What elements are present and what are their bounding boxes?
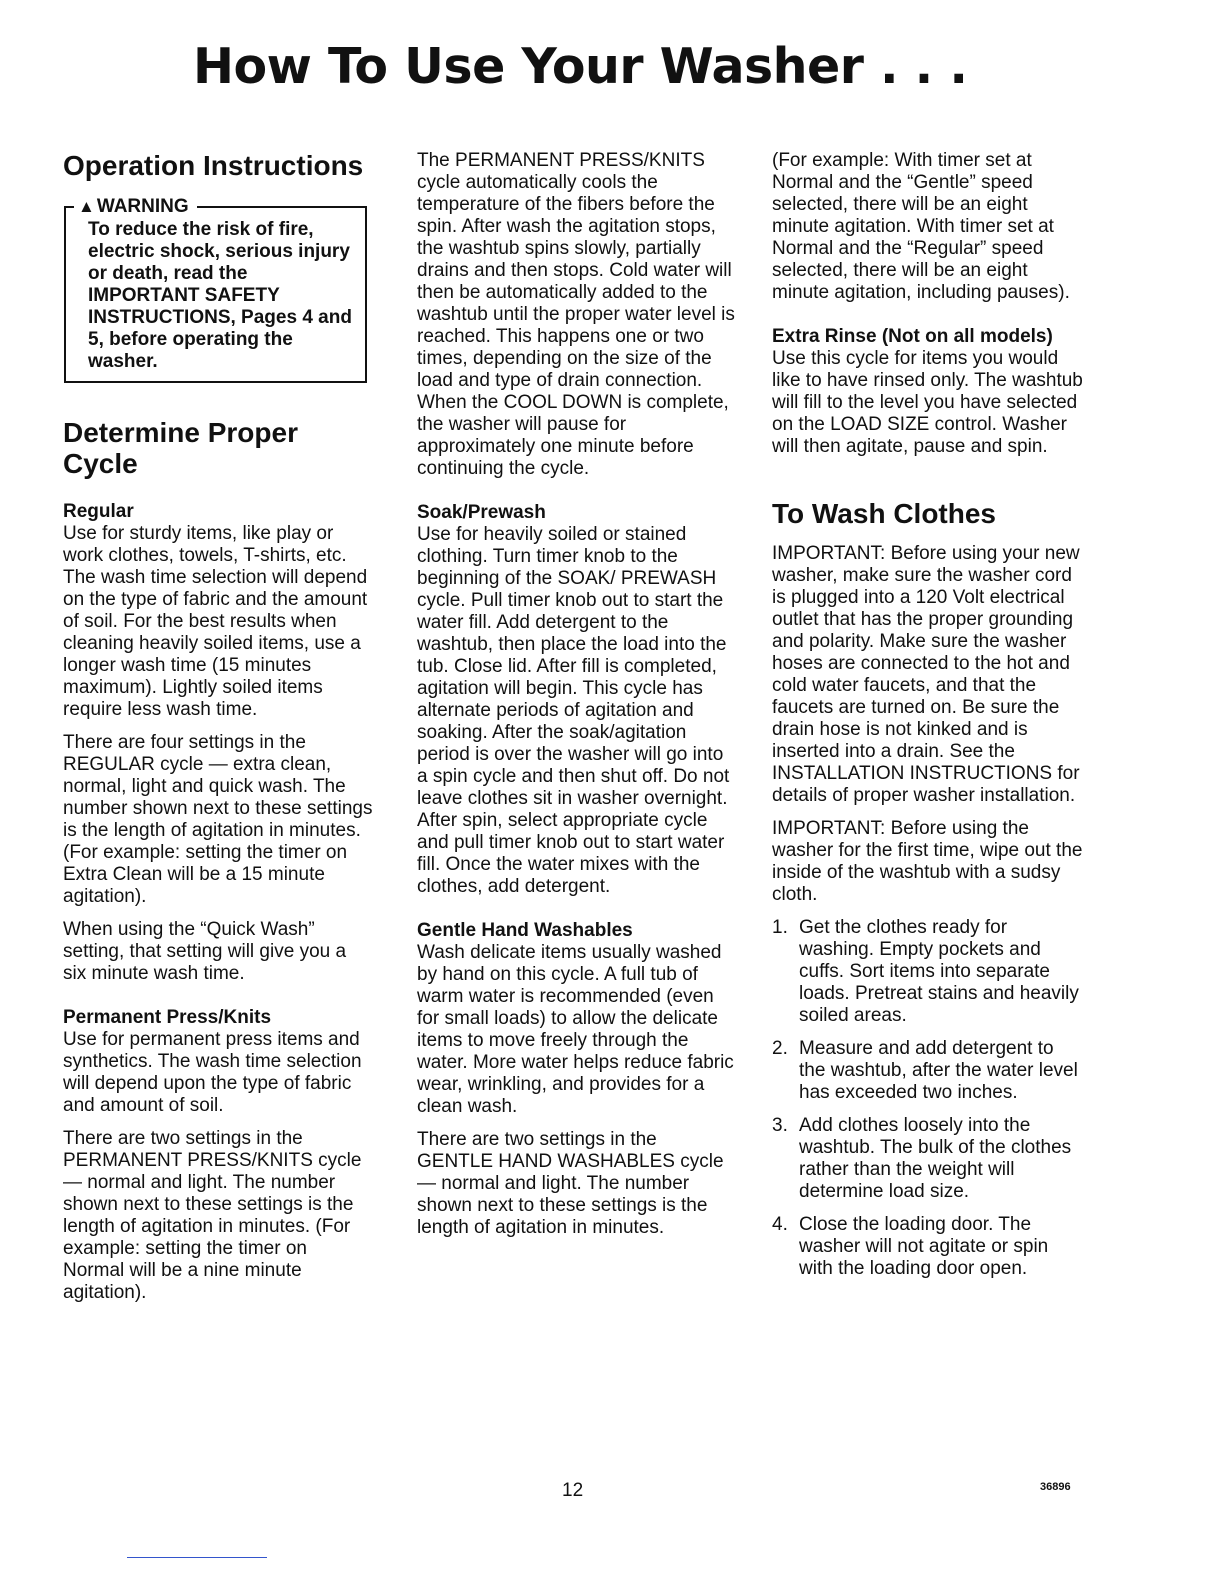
important-setup-text: IMPORTANT: Before using your new washer, make sure the washer cord is plugged into a 120 Volt electrical outlet that has the proper grounding and polarity. Make sure the washer hoses are connected to the hot and cold water faucets, and that the faucets are turned on. Be sure the drain hose is not kinked and is inserted into a drain. See the INSTALLATION INSTRUCTIONS for details of proper washer installation. [772,543,1080,806]
warning-text: To reduce the risk of fire, electric shock, serious injury or death, read the IMPORTANT SAFETY INSTRUCTIONS, Pages 4 and 5, before operating the washer. [88,219,352,372]
quick-wash-text: When using the “Quick Wash” setting, that setting will give you a six minute wash time. [63,919,347,984]
cool-down-text: The PERMANENT PRESS/KNITS cycle automatically cools the temperature of the fibers before the spin. After wash the agitation stops, the washtub spins slowly, partially drains and then stops. Cold water will then be automatically added to the washtub until the proper water level is reached. This happens one or two times, depending on the size of the load and type of drain connection. When the COOL DOWN is complete, the washer will pause for approximately one minute before continuing the cycle. [417,150,735,479]
extra-rinse-heading: Extra Rinse (Not on all models) [772,326,1053,347]
step-text: Close the loading door. The washer will not agitate or spin with the loading door open. [799,1214,1049,1279]
column-1 [63,150,373,1315]
extra-rinse-body: Use this cycle for items you would like to have rinsed only. The washtub will fill to the level you have selected on the LOAD SIZE control. Washer will then agitate, pause and spin. [772,348,1083,457]
step-number: 3. [772,1115,788,1136]
regular-body: Use for sturdy items, like play or work clothes, towels, T-shirts, etc. The wash time selection will depend on the type of fabric and the amount of soil. For the best results when cleaning heavily soiled items, use a longer wash time (15 minutes maximum). Lightly soiled items require less wash time. [63,523,368,720]
regular-heading: Regular [63,501,134,522]
page-number: 12 [562,1480,584,1501]
gentle-hand-washables-heading: Gentle Hand Washables [417,920,633,941]
list-item [772,917,1084,1027]
page-title: How To Use Your Washer . . . [193,38,968,95]
step-text: Measure and add detergent to the washtub, after the water level has exceeded two inches. [799,1038,1078,1103]
gentle-example-text: (For example: With timer set at Normal and the “Gentle” speed selected, there will be an eight minute agitation. With timer set at Normal and the “Regular” speed selected, there will be an eight minute agitation, including pauses). [772,150,1070,303]
warning-triangle-icon: ▲ [78,197,95,216]
step-number: 2. [772,1038,788,1059]
warning-legend [64,196,367,218]
gentle-hand-washables-body: Wash delicate items usually washed by hand on this cycle. A full tub of warm water is recommended (even for small loads) to allow the delicate items to move freely through the water. More water helps reduce fabric wear, wrinkling, and provides for a clean wash. [417,942,734,1117]
step-text: Add clothes loosely into the washtub. The bulk of the clothes rather than the weight will determine load size. [799,1115,1072,1202]
permanent-press-heading: Permanent Press/Knits [63,1007,272,1028]
list-item [772,1214,1084,1280]
step-number: 4. [772,1214,788,1235]
to-wash-clothes-heading: To Wash Clothes [772,498,996,529]
soak-prewash-heading: Soak/Prewash [417,502,546,523]
column-3 [772,150,1084,1291]
regular-settings-text: There are four settings in the REGULAR cycle — extra clean, normal, light and quick wash. The number shown next to these settings is the length of agitation in minutes. (For example: setting the timer on Extra Clean will be a 15 minute agitation). [63,732,373,907]
permanent-press-settings-text: There are two settings in the PERMANENT PRESS/KNITS cycle — normal and light. The number shown next to these settings is the length of agitation in minutes. (For example: setting the timer on Normal will be a nine minute agitation). [63,1128,362,1303]
soak-prewash-body: Use for heavily soiled or stained clothing. Turn timer knob to the beginning of the SOAK/ PREWASH cycle. Pull timer knob out to start the water fill. Add detergent to the washtub, then place the load into the tub. Close lid. After fill is completed, agitation will begin. This cycle has alternate periods of agitation and soaking. After the soak/agitation period is over the washer will go into a spin cycle and then shut off. Do not leave clothes sit in washer overnight. After spin, select appropriate cycle and pull timer knob out to start water fill. Once the water mixes with the clothes, add detergent. [417,524,730,897]
list-item [772,1115,1084,1203]
important-first-use-text: IMPORTANT: Before using the washer for the first time, wipe out the inside of the washtub with a sudsy cloth. [772,818,1083,905]
warning-rule-right [197,206,367,208]
determine-cycle-heading: Determine Proper Cycle [63,417,298,479]
step-text: Get the clothes ready for washing. Empty pockets and cuffs. Sort items into separate loads. Pretreat stains and heavily soiled areas. [799,917,1079,1026]
warning-rule-left [64,206,74,208]
wash-steps-list [772,917,1084,1280]
footer-rule [127,1557,267,1558]
warning-label: WARNING [96,196,189,217]
gentle-settings-text: There are two settings in the GENTLE HAND WASHABLES cycle — normal and light. The number shown next to these settings is the length of agitation in minutes. [417,1129,724,1238]
warning-box [64,196,367,383]
list-item [772,1038,1084,1104]
permanent-press-body: Use for permanent press items and synthetics. The wash time selection will depend upon the type of fabric and amount of soil. [63,1029,362,1116]
operation-instructions-heading: Operation Instructions [63,150,364,181]
step-number: 1. [772,917,788,938]
column-2 [417,150,735,1250]
document-code: 36896 [1040,1481,1071,1493]
